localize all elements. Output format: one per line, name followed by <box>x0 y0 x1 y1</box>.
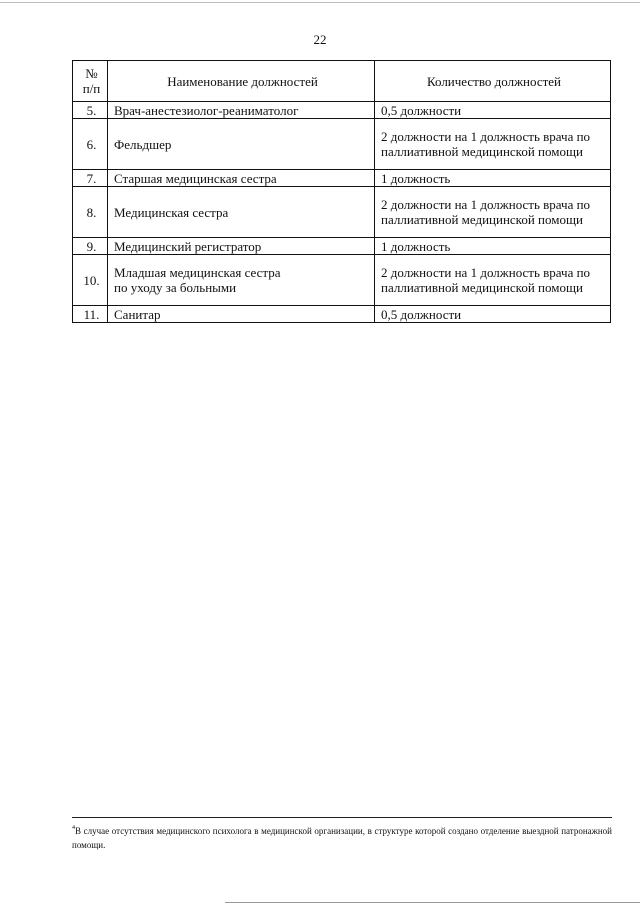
table-row <box>73 102 611 119</box>
top-rule <box>0 2 640 3</box>
position-name: Врач-анестезиолог-реаниматолог <box>108 102 375 119</box>
row-number: 9. <box>73 238 108 255</box>
staffing-table <box>72 60 611 323</box>
footnote-marker: 4 <box>72 825 75 831</box>
table-row <box>73 170 611 187</box>
position-name <box>108 255 375 306</box>
page-number: 22 <box>313 32 327 47</box>
table-row <box>73 306 611 323</box>
table-row <box>73 119 611 170</box>
position-name-line-1: Младшая медицинская сестра <box>114 265 281 280</box>
row-number: 11. <box>73 306 108 323</box>
footnote-divider <box>72 817 612 818</box>
position-name: Санитар <box>108 306 375 323</box>
position-name: Медицинская сестра <box>108 187 375 238</box>
row-number: 6. <box>73 119 108 170</box>
table-row <box>73 255 611 306</box>
position-count: 2 должности на 1 должность врача по паллиативной медицинской помощи <box>375 187 611 238</box>
header-number-sign: № <box>85 66 98 81</box>
position-count: 2 должности на 1 должность врача по паллиативной медицинской помощи <box>375 119 611 170</box>
position-count: 1 должность <box>375 170 611 187</box>
row-number: 8. <box>73 187 108 238</box>
bottom-rule <box>225 902 640 903</box>
header-number-abbr: п/п <box>82 81 101 96</box>
table-row <box>73 238 611 255</box>
position-count: 0,5 должности <box>375 102 611 119</box>
footnote <box>72 824 612 852</box>
row-number: 7. <box>73 170 108 187</box>
position-count: 2 должности на 1 должность врача по паллиативной медицинской помощи <box>375 255 611 306</box>
position-name: Фельдшер <box>108 119 375 170</box>
position-count: 1 должность <box>375 238 611 255</box>
header-number <box>73 61 108 102</box>
position-name: Медицинский регистратор <box>108 238 375 255</box>
footnote-text: В случае отсутствия медицинского психолога в медицинской организации, в структуре которой создано отделение выездной патронажной помощи. <box>72 826 612 850</box>
row-number: 5. <box>73 102 108 119</box>
header-position-count: Количество должностей <box>375 61 611 102</box>
position-count: 0,5 должности <box>375 306 611 323</box>
position-name: Старшая медицинская сестра <box>108 170 375 187</box>
position-name-line-2: по уходу за больными <box>114 280 237 295</box>
header-position-name: Наименование должностей <box>108 61 375 102</box>
table-header-row <box>73 61 611 102</box>
row-number: 10. <box>73 255 108 306</box>
table-row <box>73 187 611 238</box>
